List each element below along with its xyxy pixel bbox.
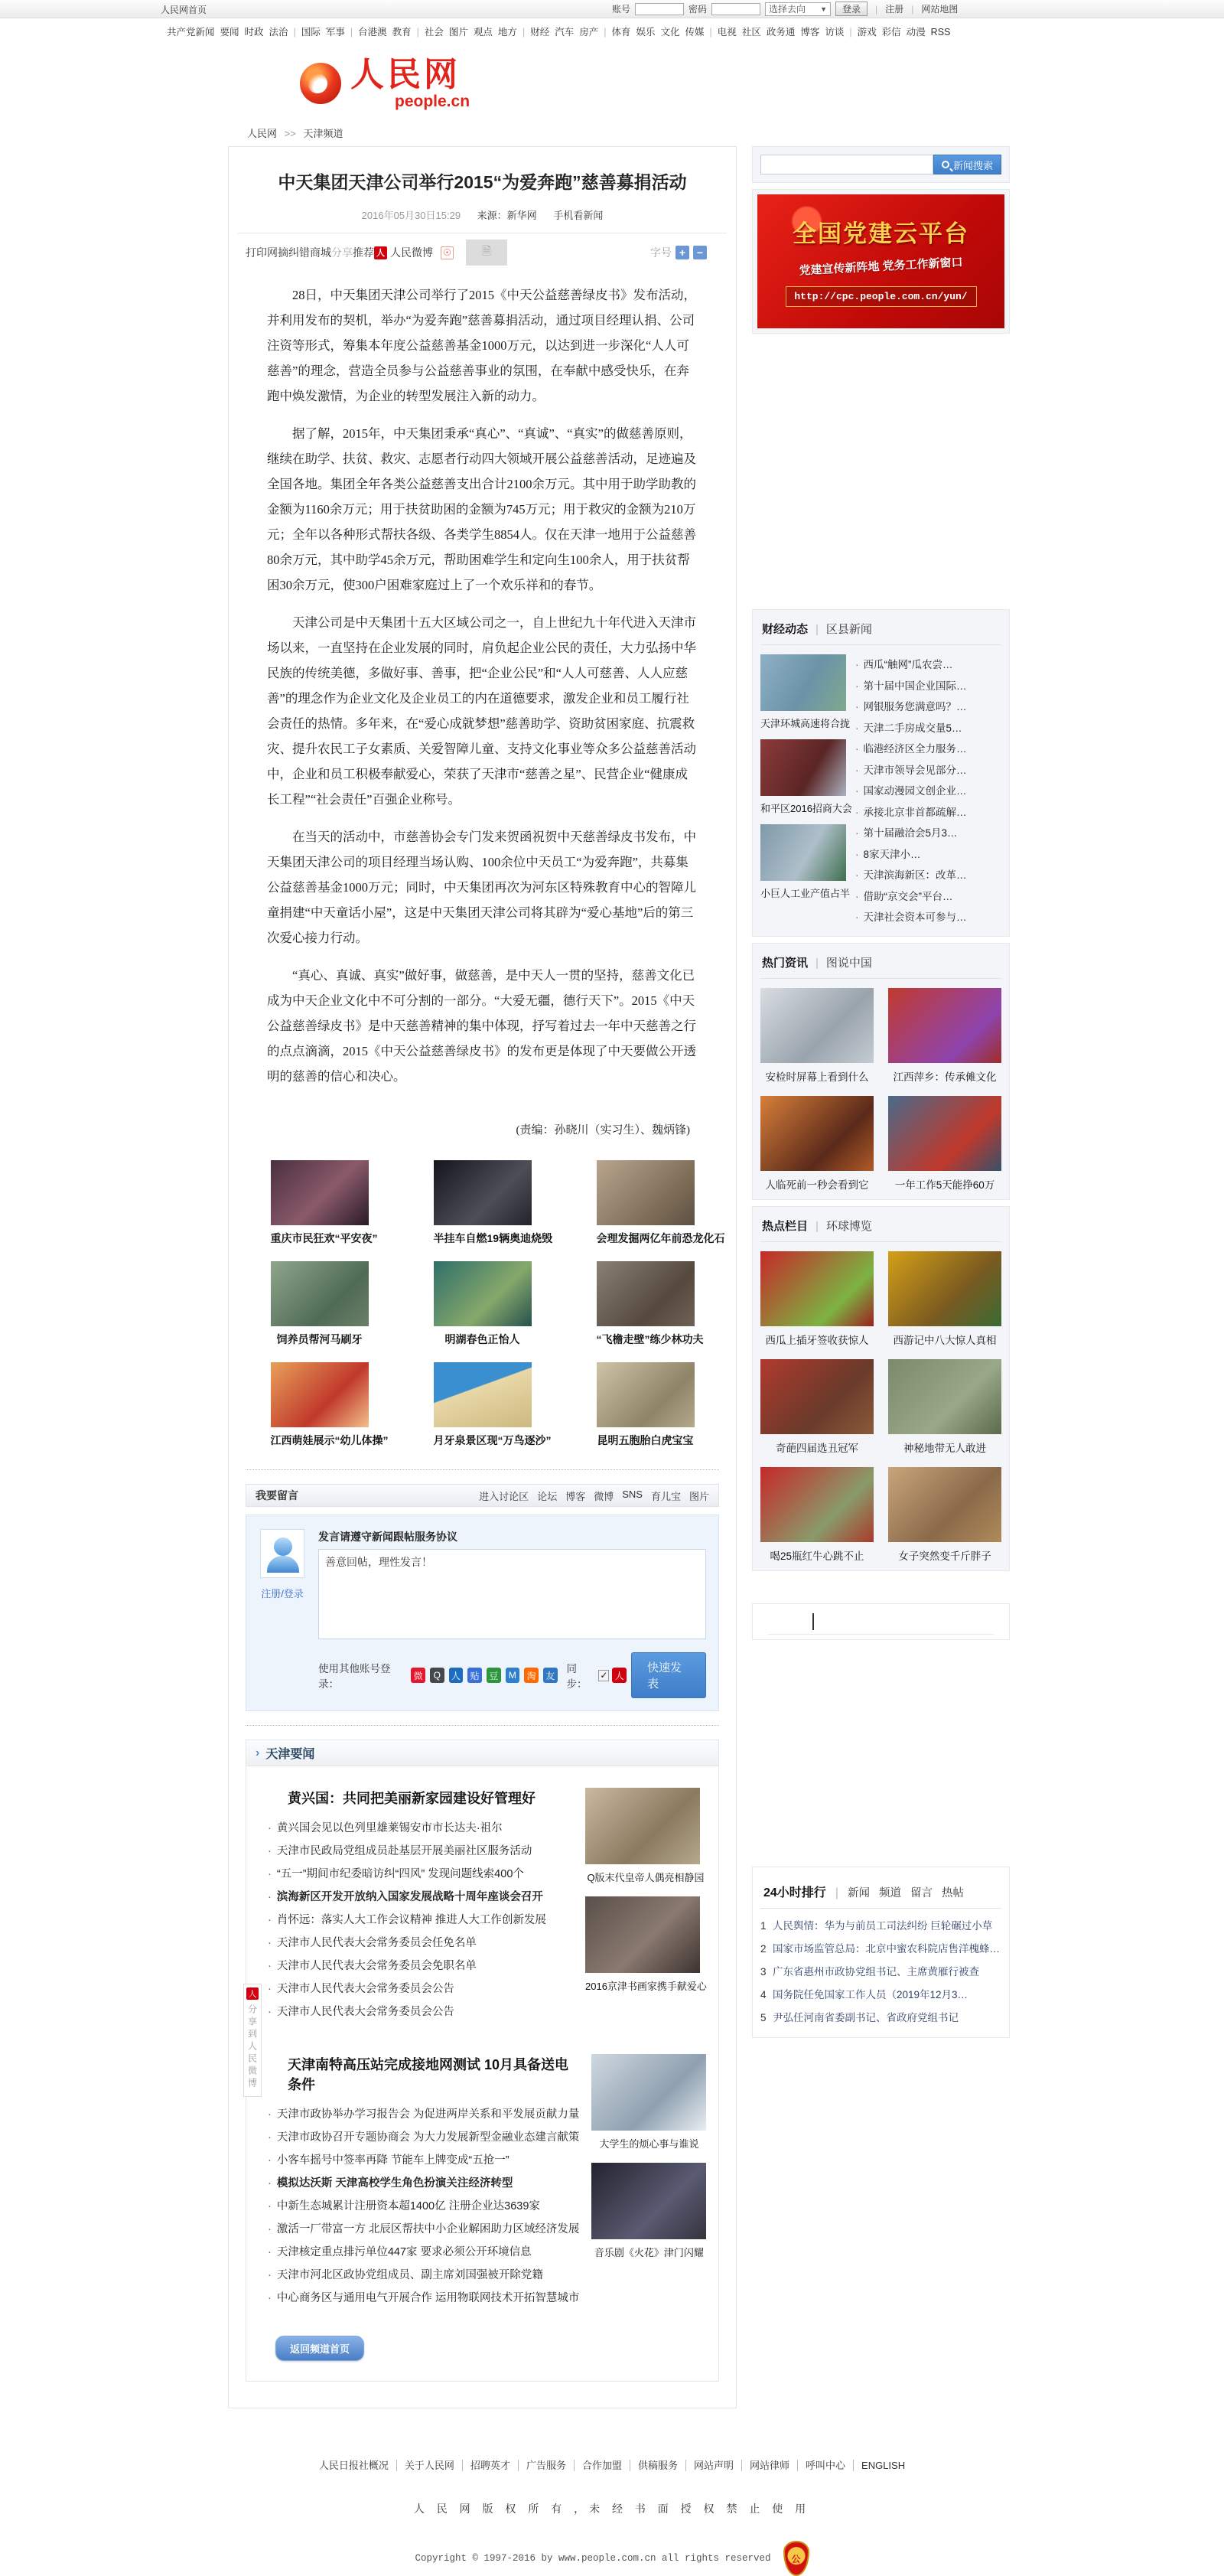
footer-links bbox=[0, 2436, 1224, 2472]
nav-link: | bbox=[709, 27, 712, 37]
hot-columns-caption[interactable]: 西游记中八大惊人真相 bbox=[893, 1334, 997, 1346]
nav-link: | bbox=[293, 27, 296, 37]
breadcrumb-channel[interactable]: 天津频道 bbox=[303, 128, 343, 139]
photo-thumbnail[interactable] bbox=[597, 1261, 695, 1326]
chevron-down-icon: ▼ bbox=[820, 5, 828, 13]
people-weibo-icon: 人 bbox=[246, 1987, 259, 2000]
finance-photo-caption[interactable]: 小巨人工业产值占半 bbox=[760, 888, 851, 899]
footer-link[interactable]: 供稿服务 bbox=[630, 2460, 686, 2471]
photo-thumbnail[interactable] bbox=[271, 1362, 369, 1427]
photo-caption[interactable]: 月牙泉景区现“万鸟逐沙” bbox=[433, 1434, 552, 1447]
ranking-tab[interactable]: 热帖 bbox=[941, 1886, 964, 1899]
photo-item[interactable] bbox=[596, 1160, 725, 1246]
news-photo-caption[interactable]: 2016京津书画家携手献爱心 bbox=[585, 1981, 707, 1993]
nav-link[interactable]: 财经 bbox=[530, 27, 550, 37]
rank-number: 2 bbox=[760, 1942, 767, 1955]
nav-link[interactable]: 国际 bbox=[301, 27, 321, 37]
toolbar-action[interactable]: 商城 bbox=[310, 246, 331, 259]
related-photo-grid bbox=[229, 1149, 736, 1456]
hot-columns-header: 热点栏目 | 环球博览 bbox=[760, 1215, 1001, 1242]
ad-subtitle: 党建宣传新阵地 党务工作新窗口 bbox=[799, 256, 963, 278]
sidebar-spacer bbox=[752, 1646, 1010, 1867]
photo-item[interactable] bbox=[433, 1362, 552, 1448]
hot-info-photo[interactable] bbox=[760, 988, 874, 1084]
comment-header-link[interactable]: 微博 bbox=[594, 1490, 614, 1502]
news-photo[interactable] bbox=[591, 2163, 706, 2259]
finance-list-item[interactable]: · 天津二手房成交量5… bbox=[855, 722, 962, 734]
login-provider-icon[interactable]: 微 bbox=[411, 1668, 425, 1683]
toolbar-action[interactable]: 打印 bbox=[246, 246, 267, 259]
ranking-item[interactable]: 5 尹弘任河南省委副书记、省政府党组书记 bbox=[760, 2007, 1001, 2030]
nav-link: | bbox=[604, 27, 607, 37]
sidebar-spacer bbox=[752, 340, 1010, 609]
finance-photo-thumbnail[interactable] bbox=[760, 739, 846, 796]
news-photo-caption[interactable]: Q版末代皇帝人偶亮相静园 bbox=[587, 1872, 705, 1884]
finance-list-item[interactable]: · 借助“京交会”平台… bbox=[855, 890, 953, 902]
footer-link[interactable]: 呼叫中心 bbox=[798, 2460, 854, 2471]
news-list-item[interactable]: · 天津市人民代表大会常务委员会公告 bbox=[268, 1983, 454, 1996]
breadcrumb-home[interactable]: 人民网 bbox=[247, 128, 278, 139]
comment-header-link[interactable]: 育儿宝 bbox=[650, 1490, 681, 1502]
footer-link[interactable]: 网站声明 bbox=[686, 2460, 742, 2471]
news-headline[interactable]: 黄兴国：共同把美丽新家园建设好管理好 bbox=[288, 1791, 536, 1807]
register-link[interactable]: 注册 bbox=[885, 4, 904, 15]
comment-header-link[interactable]: 博客 bbox=[565, 1490, 586, 1502]
toolbar-action[interactable]: 网摘 bbox=[267, 246, 288, 259]
divider bbox=[246, 1725, 719, 1726]
nav-link[interactable]: 社会 bbox=[424, 27, 444, 37]
broken-image-placeholder: 🗎 bbox=[466, 240, 507, 266]
nav-link: | bbox=[416, 27, 419, 37]
footer-link[interactable]: 人民日报社概况 bbox=[311, 2460, 397, 2471]
article-panel bbox=[228, 146, 737, 2408]
sync-label: 同步： bbox=[566, 1663, 588, 1691]
login-provider-icon[interactable]: 人 bbox=[449, 1668, 464, 1683]
article-paragraph: “真心、真诚、真实”做好事，做慈善，是中天人一贯的坚持，慈善文化已成为中天企业文化中不可分割的一部分。“大爱无疆，德行天下”。2015《中天公益慈善绿皮书》是中天慈善精神的集中体现，抒写着过去一年中天慈善之行的点点滴滴，2015《中天公益慈善绿皮书》的发布更是体现了中天要做公开透明的慈善的信心和决心。 bbox=[267, 968, 696, 1084]
logo-name: 人民网 bbox=[350, 55, 461, 93]
login-provider-icon[interactable]: 淘 bbox=[524, 1668, 539, 1683]
tab-hot-columns[interactable]: 热点栏目 bbox=[762, 1219, 809, 1233]
tab-hot-info[interactable]: 热门资讯 bbox=[762, 956, 809, 970]
hot-columns-photo[interactable] bbox=[760, 1359, 874, 1455]
news-list-item[interactable]: · 中心商务区与通用电气开展合作 运用物联网技术开拓智慧城市 bbox=[268, 2292, 580, 2305]
hot-columns-caption[interactable]: 神秘地带无人敢进 bbox=[903, 1442, 986, 1454]
toolbar-action[interactable]: 纠错 bbox=[288, 246, 310, 259]
nav-link[interactable]: 文化 bbox=[660, 27, 680, 37]
nav-link[interactable]: 观点 bbox=[473, 27, 493, 37]
hot-columns-photo[interactable] bbox=[760, 1251, 874, 1347]
nav-link[interactable]: 动漫 bbox=[906, 27, 926, 37]
hot-info-header: 热门资讯 | 图说中国 bbox=[760, 951, 1001, 979]
photo-caption[interactable]: 饲养员帮河马刷牙 bbox=[276, 1333, 363, 1346]
people-weibo-share[interactable]: 人 人民微博 bbox=[374, 245, 433, 260]
news-list-item[interactable]: · 模拟达沃斯 天津高校学生角色扮演关注经济转型 bbox=[268, 2177, 513, 2190]
rank-number: 3 bbox=[760, 1965, 767, 1978]
destination-select[interactable]: 选择去向 ▼ bbox=[765, 2, 831, 16]
photo-item[interactable] bbox=[596, 1261, 704, 1347]
photo-thumbnail[interactable] bbox=[434, 1160, 532, 1225]
nav-link[interactable]: RSS bbox=[930, 27, 951, 37]
hot-columns-photo[interactable] bbox=[888, 1359, 1001, 1455]
account-label: 账号 bbox=[612, 4, 631, 15]
sidebar bbox=[752, 146, 1010, 2044]
font-size-control bbox=[650, 245, 707, 260]
password-label: 密码 bbox=[688, 4, 708, 15]
ranking-item[interactable]: 2 国家市场监管总局：北京中蜜农科院店售洋槐蜂… bbox=[760, 1938, 1001, 1961]
security-badge-icon: 公 bbox=[783, 2541, 809, 2576]
photo-item[interactable] bbox=[434, 1261, 532, 1347]
ranking-tab[interactable]: 频道 bbox=[878, 1886, 901, 1899]
nav-link[interactable]: 要闻 bbox=[220, 27, 239, 37]
news-photo-thumbnail[interactable] bbox=[585, 1788, 700, 1864]
nav-link[interactable]: 娱乐 bbox=[636, 27, 656, 37]
tab-finance[interactable]: 财经动态 bbox=[762, 623, 809, 636]
news-list-item[interactable]: · 中新生态城累计注册资本超1400亿 注册企业达3639家 bbox=[268, 2200, 540, 2213]
finance-list-item[interactable]: · 国家动漫园文创企业… bbox=[855, 785, 967, 797]
hot-columns-caption[interactable]: 女子突然变千斤胖子 bbox=[898, 1550, 991, 1562]
login-provider-icon[interactable]: 豆 bbox=[487, 1668, 501, 1683]
article-paragraph: 在当天的活动中，市慈善协会专门发来贺函祝贺中天慈善绿皮书发布，中天集团天津公司的项目经理当场认购、100余位中天员工“为爱奔跑”，共募集公益慈善基金1000万元；同时，中天集团再次为河东区特殊教育中心的智障儿童捐建“中天童话小屋”，这是中天集团天津公司将其辟为“爱心基地”后的第三次爱心接力行动。 bbox=[267, 830, 696, 946]
nav-link[interactable]: 游戏 bbox=[857, 27, 877, 37]
footer-copyright: Copyright © 1997-2016 by www.people.com.cn all rights reserved bbox=[415, 2553, 771, 2565]
nav-link[interactable]: 社区 bbox=[741, 27, 761, 37]
nav-link[interactable]: 台港澳 bbox=[358, 27, 387, 37]
photo-item[interactable] bbox=[597, 1362, 695, 1448]
login-provider-icon[interactable]: 贴 bbox=[467, 1668, 482, 1683]
finance-list-item[interactable]: · 天津滨海新区：改革… bbox=[855, 869, 967, 881]
nav-link[interactable]: 体育 bbox=[611, 27, 631, 37]
rank-number: 4 bbox=[760, 1988, 767, 2000]
nav-link[interactable]: 博客 bbox=[800, 27, 820, 37]
footer-link[interactable]: 招聘英才 bbox=[463, 2460, 519, 2471]
hot-columns-thumbnail[interactable] bbox=[760, 1467, 874, 1542]
share-widget-label: 分享到人民微博 bbox=[246, 2004, 258, 2090]
footer bbox=[0, 2436, 1224, 2576]
article-paragraph: 据了解，2015年，中天集团秉承“真心”、“真诚”、“真实”的做慈善原则，继续在助学、扶贫、救灾、志愿者行动四大领域开展公益慈善活动，足迹遍及全国各地。集团全年各类公益慈善支出合计2100余万元。其中用于助学助教的金额为1160余万元；用于扶贫助困的金额为745万元；用于救灾的金额为210万元；全年以各种形式帮扶各级、各类学生8854人。仅在天津一地用于公益慈善80余万元，其中助学45余万元，帮助困难学生和定向生100余人，用于扶贫帮困30余万元，使300户困难家庭过上了一个欢乐祥和的春节。 bbox=[267, 426, 696, 593]
main-nav bbox=[0, 18, 1224, 43]
nav-link[interactable]: 访谈 bbox=[825, 27, 845, 37]
account-input[interactable] bbox=[635, 3, 684, 15]
nav-link[interactable]: 房产 bbox=[579, 27, 599, 37]
photo-item[interactable] bbox=[270, 1362, 389, 1448]
hot-columns-photo[interactable] bbox=[760, 1467, 874, 1563]
peoplecn-home-link[interactable]: 人民网首页 bbox=[161, 5, 207, 15]
article-date: 2016年05月30日15:29 bbox=[361, 210, 461, 222]
ranking-title: 24小时排行 bbox=[763, 1886, 826, 1899]
search-icon bbox=[942, 161, 949, 168]
nav-link: | bbox=[350, 27, 353, 37]
submit-comment-button[interactable]: 快速发表 bbox=[631, 1652, 706, 1698]
article-paragraph: 天津公司是中天集团十五大区域公司之一，自上世纪九十年代进入天津市场以来，一直坚持在企业发展的同时，肩负起企业公民的责任，大力弘扬中华民族的传统美德，多做好事、善事，把“企业公民”和“人人可慈善、人人应慈善”的理念作为企业文化及企业员工的内在道德要求，激发企业和员工履行社会责任的热情。多年来，在“爱心成就梦想”慈善助学、资助贫困家庭、抗震救灾、提升农民工子女素质、关爱智障儿童、支持文化事业等众多公益慈善活动中，企业和员工积极奉献爱心，荣获了天津市“慈善之星”、民营企业“健康成长工程”“社会责任”百强企业称号。 bbox=[267, 615, 696, 807]
breadcrumb-separator: >> bbox=[284, 128, 296, 139]
finance-news-card bbox=[752, 609, 1010, 937]
party-building-ad[interactable] bbox=[757, 194, 1004, 328]
hot-columns-thumbnail[interactable] bbox=[888, 1467, 1001, 1542]
breadcrumb bbox=[0, 124, 1224, 146]
comment-policy-link[interactable]: 发言请遵守新闻跟帖服务协议 bbox=[318, 1531, 457, 1544]
login-provider-icon[interactable]: M bbox=[506, 1668, 520, 1683]
comment-header-link[interactable]: 进入讨论区 bbox=[479, 1490, 529, 1502]
sync-people-weibo-icon[interactable]: 人 bbox=[612, 1668, 627, 1683]
finance-list-item[interactable]: · 天津市领导会见部分… bbox=[855, 764, 967, 776]
hot-info-thumbnail[interactable] bbox=[888, 1096, 1001, 1171]
nav-link[interactable]: 彩信 bbox=[881, 27, 901, 37]
hot-columns-caption[interactable]: 西瓜上插牙签收获惊人 bbox=[765, 1334, 869, 1346]
finance-photo-caption[interactable]: 和平区2016招商大会 bbox=[760, 803, 852, 814]
ranking-card bbox=[752, 1867, 1010, 2038]
nav-link[interactable]: 军事 bbox=[325, 27, 345, 37]
tab-district-news[interactable]: 区县新闻 bbox=[825, 623, 872, 636]
news-photo-thumbnail[interactable] bbox=[591, 2163, 706, 2239]
tianjin-news-section bbox=[246, 1740, 719, 2382]
hot-columns-photo[interactable] bbox=[888, 1251, 1001, 1347]
ranking-tab[interactable]: 留言 bbox=[910, 1886, 933, 1899]
login-provider-icon[interactable]: Q bbox=[430, 1668, 444, 1683]
news-list-item[interactable]: · 黄兴国会见以色列里雄莱锡安市市长达夫·祖尔 bbox=[268, 1822, 503, 1835]
register-login-link[interactable]: 注册/登录 bbox=[261, 1588, 304, 1600]
news-photo[interactable] bbox=[591, 2054, 706, 2150]
hot-columns-thumbnail[interactable] bbox=[760, 1251, 874, 1326]
comment-header-link[interactable]: 图片 bbox=[688, 1490, 709, 1502]
news-photo-thumbnail[interactable] bbox=[585, 1896, 700, 1973]
comment-header-bar bbox=[246, 1484, 719, 1507]
news-list-item[interactable]: · 小客车摇号中签率再降 节能车上牌变成“五抢一” bbox=[268, 2154, 509, 2167]
news-block-1 bbox=[246, 1766, 718, 2028]
ranking-item[interactable]: 3 广东省惠州市政协党组书记、主席黄雁行被查 bbox=[760, 1961, 1001, 1984]
photo-caption[interactable]: 半挂车自燃19辆奥迪烧毁 bbox=[433, 1232, 553, 1245]
sync-checkbox[interactable]: ✓ bbox=[598, 1670, 609, 1681]
rank-number: 1 bbox=[760, 1919, 767, 1932]
news-photo[interactable] bbox=[585, 1896, 706, 1993]
photo-thumbnail[interactable] bbox=[434, 1261, 532, 1326]
nav-link[interactable]: 政务通 bbox=[766, 27, 796, 37]
finance-photo[interactable] bbox=[760, 824, 851, 900]
other-login-label: 使用其他账号登录： bbox=[318, 1663, 391, 1691]
mobile-news-link[interactable]: 手机看新闻 bbox=[553, 210, 604, 222]
news-photo[interactable] bbox=[585, 1788, 706, 1884]
nav-link[interactable]: 汽车 bbox=[555, 27, 575, 37]
ranking-header: 24小时排行 | 新闻 频道 留言 热帖 bbox=[760, 1875, 1001, 1909]
tab-picture-china[interactable]: 图说中国 bbox=[825, 956, 872, 970]
news-list-item[interactable]: · “五一”期间市纪委暗访纠“四风” 发现问题线索400个 bbox=[268, 1868, 524, 1881]
editor-credit: (责编：孙晓川（实习生）、魏炳锋) bbox=[516, 1124, 690, 1137]
password-input[interactable] bbox=[711, 3, 760, 15]
news-list-item[interactable]: · 天津市政协举办学习报告会 为促进两岸关系和平发展贡献力量 bbox=[268, 2108, 580, 2121]
hot-info-photo[interactable] bbox=[888, 988, 1001, 1084]
chevron-right-icon: › bbox=[256, 1746, 260, 1759]
hot-columns-caption[interactable]: 奇葩四届选丑冠军 bbox=[776, 1442, 858, 1454]
nav-link[interactable]: 法治 bbox=[269, 27, 288, 37]
search-button[interactable]: 新闻搜索 bbox=[933, 155, 1001, 174]
avatar bbox=[260, 1529, 304, 1578]
footer-link[interactable]: 合作加盟 bbox=[575, 2460, 630, 2471]
photo-thumbnail[interactable] bbox=[434, 1362, 532, 1427]
photo-caption[interactable]: 明湖春色正怡人 bbox=[444, 1333, 520, 1346]
footer-link[interactable]: ENGLISH bbox=[861, 2460, 906, 2472]
hot-info-thumbnail[interactable] bbox=[888, 988, 1001, 1063]
article-meta bbox=[229, 207, 736, 233]
share-to-people-weibo-widget[interactable] bbox=[243, 1984, 262, 2097]
back-to-channel-button[interactable]: 返回频道首页 bbox=[275, 2336, 364, 2361]
hot-info-thumbnail[interactable] bbox=[760, 1096, 874, 1171]
hot-info-photo[interactable] bbox=[760, 1096, 874, 1192]
nav-link[interactable]: 时政 bbox=[244, 27, 264, 37]
login-row: 账号 密码 选择去向 ▼ 登录 | 注册 | 网站地图 bbox=[612, 2, 958, 16]
nav-link[interactable]: 地方 bbox=[497, 27, 517, 37]
hot-info-card bbox=[752, 943, 1010, 1200]
finance-photo[interactable] bbox=[760, 739, 852, 815]
hot-info-photo[interactable] bbox=[888, 1096, 1001, 1192]
section-header bbox=[246, 1740, 718, 1766]
comment-textarea[interactable] bbox=[318, 1549, 706, 1639]
photo-item[interactable] bbox=[433, 1160, 553, 1246]
comment-header-title: 我要留言 bbox=[256, 1489, 298, 1502]
finance-list-item[interactable]: · 临港经济区全力服务… bbox=[855, 743, 967, 755]
search-card bbox=[752, 146, 1010, 183]
hot-columns-thumbnail[interactable] bbox=[760, 1359, 874, 1434]
article-source[interactable]: 来源：新华网 bbox=[477, 210, 537, 222]
hot-info-caption[interactable]: 人临死前一秒会看到它 bbox=[765, 1179, 869, 1191]
photo-caption[interactable]: 江西萌娃展示“幼儿体操” bbox=[270, 1434, 389, 1447]
finance-list-item[interactable]: · 第十届融洽会5月3… bbox=[855, 827, 958, 839]
photo-thumbnail[interactable] bbox=[271, 1160, 369, 1225]
font-increase-button[interactable]: + bbox=[675, 246, 689, 259]
photo-caption[interactable]: 重庆市民狂欢“平安夜” bbox=[270, 1232, 378, 1245]
news-headline[interactable]: 天津南特高压站完成接地网测试 10月具备送电条件 bbox=[288, 2057, 569, 2093]
ranking-item[interactable]: 4 国务院任免国家工作人员（2019年12月3… bbox=[760, 1984, 1001, 2007]
nav-link[interactable]: 传媒 bbox=[685, 27, 705, 37]
news-list-item[interactable]: · 天津市人民代表大会常务委员会任免名单 bbox=[268, 1937, 477, 1950]
login-button[interactable]: 登录 bbox=[835, 2, 868, 16]
finance-list-item[interactable]: · 承接北京非首都疏解… bbox=[855, 806, 967, 818]
finance-list-item[interactable]: · 西瓜“触网”瓜农尝… bbox=[855, 659, 953, 670]
article-toolbar bbox=[238, 233, 727, 272]
sina-weibo-share-icon[interactable]: ☉ bbox=[441, 246, 454, 259]
finance-list-item[interactable]: · 第十届中国企业国际… bbox=[855, 680, 967, 692]
photo-caption[interactable]: 昆明五胞胎白虎宝宝 bbox=[597, 1434, 694, 1447]
news-list-item[interactable]: · 激活一厂带富一方 北辰区帮扶中小企业解困助力区域经济发展 bbox=[268, 2223, 580, 2236]
photo-caption[interactable]: 会理发掘两亿年前恐龙化石 bbox=[596, 1232, 725, 1245]
rank-number: 5 bbox=[760, 2011, 767, 2023]
section-title: 天津要闻 bbox=[265, 1748, 315, 1762]
nav-link: | bbox=[522, 27, 526, 37]
photo-thumbnail[interactable] bbox=[597, 1160, 695, 1225]
news-list-item[interactable]: · 天津核定重点排污单位447家 要求必须公开环境信息 bbox=[268, 2246, 532, 2259]
news-list-item[interactable]: · 天津市人民代表大会常务委员会免职名单 bbox=[268, 1960, 477, 1973]
footer-link[interactable]: 广告服务 bbox=[519, 2460, 575, 2471]
finance-list-item[interactable]: · 天津社会资本可参与… bbox=[855, 911, 967, 923]
hot-info-caption[interactable]: 安检时屏幕上看到什么 bbox=[765, 1071, 869, 1083]
peoplecn-logo-icon bbox=[300, 63, 341, 104]
article-title: 中天集团天津公司举行2015“为爱奔跑”慈善募捐活动 bbox=[278, 172, 687, 192]
comment-header-link[interactable]: 论坛 bbox=[537, 1490, 558, 1502]
divider bbox=[246, 1469, 719, 1470]
ranking-tab[interactable]: 新闻 bbox=[847, 1886, 870, 1899]
news-list-item[interactable]: · 天津市政协召开专题协商会 为大力发展新型金融业态建言献策 bbox=[268, 2131, 580, 2144]
text-cursor bbox=[812, 1613, 814, 1630]
footer-rights: 人 民 网 版 权 所 有 ，未 经 书 面 授 权 禁 止 使 用 bbox=[413, 2503, 811, 2516]
news-list-item[interactable]: · 天津市河北区政协党组成员、副主席刘国强被开除党籍 bbox=[268, 2269, 543, 2282]
news-list-item[interactable]: · 天津市人民代表大会常务委员会公告 bbox=[268, 2006, 454, 2019]
toolbar-action[interactable]: 分享 bbox=[331, 246, 353, 259]
sitemap-link[interactable]: 网站地图 bbox=[921, 4, 959, 15]
hot-columns-thumbnail[interactable] bbox=[888, 1251, 1001, 1326]
hot-info-thumbnail[interactable] bbox=[760, 988, 874, 1063]
photo-thumbnail[interactable] bbox=[271, 1261, 369, 1326]
comment-header-link[interactable]: SNS bbox=[622, 1488, 643, 1500]
article-paragraph: 28日，中天集团天津公司举行了2015《中天公益慈善绿皮书》发布活动，并利用发布的契机，举办“为爱奔跑”慈善募捐活动，通过项目经理认捐、公司注资等形式，筹集本年度公益慈善基金1000万元，以达到进一步深化“人人可慈善”的理念，营造全员参与公益慈善事业的氛围，在奉献中感受快乐，在奔跑中焕发激情，为企业的转型发展注入新的动力。 bbox=[267, 288, 696, 404]
news-list-item[interactable]: · 滨海新区开发开放纳入国家发展战略十周年座谈会召开 bbox=[268, 1891, 543, 1904]
ad-card bbox=[752, 189, 1010, 334]
finance-card-header: 财经动态 | 区县新闻 bbox=[760, 618, 1001, 645]
logo-domain: people.cn bbox=[395, 92, 470, 110]
font-size-label: 字号 bbox=[650, 246, 672, 259]
toolbar-action[interactable]: 推荐 bbox=[353, 246, 374, 259]
article-body bbox=[229, 272, 736, 1089]
ad-url: http://cpc.people.com.cn/yun/ bbox=[786, 286, 977, 307]
hot-columns-thumbnail[interactable] bbox=[888, 1359, 1001, 1434]
nav-link[interactable]: 教育 bbox=[392, 27, 412, 37]
people-weibo-icon: 人 bbox=[374, 246, 387, 259]
hot-columns-card bbox=[752, 1206, 1010, 1571]
ad-title: 全国党建云平台 bbox=[793, 220, 969, 247]
footer-link[interactable]: 关于人民网 bbox=[397, 2460, 463, 2471]
hot-info-caption[interactable]: 江西萍乡：传承傩文化 bbox=[893, 1071, 997, 1083]
font-decrease-button[interactable]: − bbox=[693, 246, 707, 259]
news-list-item[interactable]: · 肖怀远：落实人大工作会议精神 推进人大工作创新发展 bbox=[268, 1914, 546, 1927]
tab-global-expo[interactable]: 环球博览 bbox=[825, 1219, 872, 1233]
search-input[interactable] bbox=[760, 155, 933, 174]
nav-link[interactable]: 电视 bbox=[717, 27, 737, 37]
finance-photo-thumbnail[interactable] bbox=[760, 824, 846, 881]
hot-columns-caption[interactable]: 喝25瓶红牛心跳不止 bbox=[770, 1550, 864, 1562]
finance-photo[interactable] bbox=[760, 654, 851, 730]
news-photo-caption[interactable]: 音乐剧《火花》津门闪耀 bbox=[594, 2247, 704, 2259]
finance-photo-caption[interactable]: 天津环城高速将合拢 bbox=[760, 718, 851, 729]
site-header bbox=[0, 43, 1224, 124]
empty-ad-slot bbox=[752, 1603, 1010, 1640]
footer-link[interactable]: 网站律师 bbox=[742, 2460, 798, 2471]
news-list-item[interactable]: · 天津市民政局党组成员赴基层开展美丽社区服务活动 bbox=[268, 1845, 532, 1858]
photo-caption[interactable]: “飞檐走壁”练少林功夫 bbox=[596, 1333, 704, 1346]
peoplecn-logo[interactable] bbox=[350, 55, 470, 110]
photo-item[interactable] bbox=[270, 1160, 378, 1246]
nav-link[interactable]: 图片 bbox=[448, 27, 468, 37]
comment-actions bbox=[318, 1652, 706, 1698]
finance-list-item[interactable]: · 网银服务您满意吗？… bbox=[855, 701, 967, 712]
news-photo-thumbnail[interactable] bbox=[591, 2054, 706, 2131]
hot-info-caption[interactable]: 一年工作5天能挣60万 bbox=[894, 1179, 995, 1191]
news-photo-caption[interactable]: 大学生的烦心事与谁说 bbox=[599, 2138, 699, 2150]
ranking-item[interactable]: 1 人民舆情：华为与前员工司法纠纷 巨轮碾过小草 bbox=[760, 1915, 1001, 1938]
nav-link[interactable]: 共产党新闻 bbox=[167, 27, 215, 37]
login-provider-icon[interactable]: 友 bbox=[543, 1668, 558, 1683]
photo-thumbnail[interactable] bbox=[597, 1362, 695, 1427]
comment-box bbox=[246, 1515, 719, 1711]
finance-photo-thumbnail[interactable] bbox=[760, 654, 846, 711]
hot-columns-photo[interactable] bbox=[888, 1467, 1001, 1563]
top-utility-bar bbox=[0, 0, 1224, 18]
photo-item[interactable] bbox=[271, 1261, 369, 1347]
finance-list-item[interactable]: · 8家天津小… bbox=[855, 848, 921, 860]
news-block-2 bbox=[246, 2028, 718, 2314]
nav-link: | bbox=[849, 27, 852, 37]
sidebar-spacer bbox=[752, 1577, 1010, 1603]
